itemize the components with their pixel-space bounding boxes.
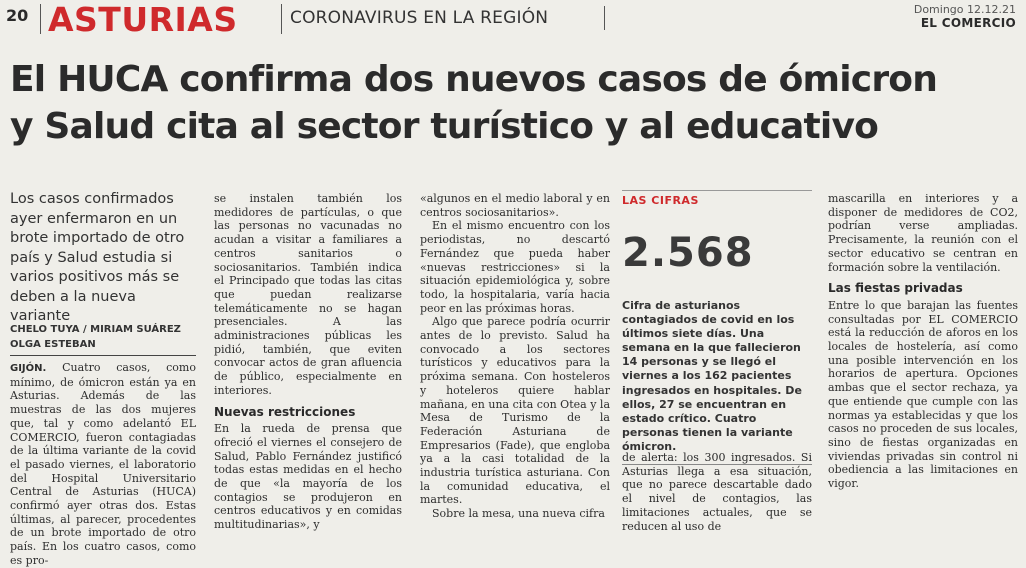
section-subtitle: Las fiestas privadas [828,281,963,296]
topic-label: CORONAVIRUS EN LA REGIÓN [290,8,549,28]
byline-authors: OLGA ESTEBAN [10,339,96,350]
article-column-3 [420,192,610,521]
headline-line: El HUCA confirma dos nuevos casos de ómicron [10,59,938,100]
facts-text: Cifra de asturianos contagiados de covid en los últimos siete días. Una semana en la que fallecieron 14 personas y se llegó el viernes a los 162 pacientes ingresados en hospitales. De ellos, 27 se encuentran en estado crítico. Cuatro personas tienen la variante ómicron. [622,299,802,453]
article-byline [10,322,200,352]
body-paragraph: En el mismo encuentro con los periodistas, no descartó Fernández que pueda haber «nuevas restricciones» si la situación epidemiológica y, sobre todo, la hospitalaria, varía hacia peor en las próximas horas. [420,219,610,315]
byline-authors: CHELO TUYA / MIRIAM SUÁREZ [10,324,181,335]
facts-label: LAS CIFRAS [622,194,699,207]
header-divider [40,4,41,34]
header-divider [604,6,605,30]
section-subtitle: Nuevas restricciones [214,404,356,419]
body-paragraph: de alerta: los 300 ingresados. Si Asturias llega a esa situación, que no parece descartable dado el nivel de contagios, las limitaciones actuales, que se reducen al uso de [622,451,812,533]
body-paragraph: «algunos en el medio laboral y en centros sociosanitarios». [420,192,610,219]
body-paragraph: Entre lo que barajan las fuentes consultadas por EL COMERCIO está la reducción de aforos en los locales de hostelería, así como una posible intervención en los horarios de apertura. Opciones ambas que el sector rechaza, ya que entiende que cumple con las normas ya establecidas y que los casos no proceden de sus locales, sino de fiestas organizadas en viviendas privadas sin control ni obediencia a las limitaciones en vigor. [828,298,1018,491]
body-paragraph: se instalen también los medidores de partículas, o que las personas no vacunadas no acudan a visitar a familiares a centros sanitarios o sociosanitarios. También indica el Principado que todas las citas que puedan realizarse telemáticamente no se hagan presenciales. A las administraciones públicas les pidió, también, que eviten convocar actos de gran afluencia de público, especialmente en interiores. [214,192,402,397]
article-headline [10,56,1010,150]
article-column-2 [214,192,402,532]
byline-rule [10,355,196,356]
article-subhead: Los casos confirmados ayer enfermaron en un brote importado de otro país y Salud estudia si varios positivos más se deben a la nueva variante [10,191,185,324]
body-paragraph [10,361,196,568]
facts-box [622,190,814,465]
body-paragraph: Algo que parece podría ocurrir antes de lo previsto. Salud ha convocado a los sectores turísticos y educativos para la próxima semana. Con hosteleros y hoteleros quiere hablar mañana, en una cita con Otea y la Mesa de Turismo de la Federación Asturiana de Empresarios (Fade), que engloba ya a la casi totalidad de la industria turística asturiana. Con la comunidad educativa, el martes. [420,315,610,507]
facts-rule [622,190,812,191]
body-paragraph: En la rueda de prensa que ofreció el viernes el consejero de Salud, Pablo Fernández justificó todas estas medidas en el hecho de que «la mayoría de los contagios se produjeron en centros educativos y en comidas multitudinarias», y [214,422,402,532]
header-divider [281,4,282,34]
body-paragraph: Sobre la mesa, una nueva cifra [432,507,605,521]
dateline-location: GIJÓN. [10,363,47,374]
section-title: ASTURIAS [48,0,238,39]
article-column-5 [828,192,1018,491]
newspaper-name: EL COMERCIO [920,16,1016,30]
headline-line: y Salud cita al sector turístico y al educativo [10,106,879,147]
article-column-4 [622,451,812,533]
issue-date: Domingo 12.12.21 [913,3,1016,16]
article-column-1 [10,361,196,568]
facts-number: 2.568 [622,230,754,276]
page-header [0,0,1026,42]
page-number: 20 [6,6,29,25]
body-paragraph: mascarilla en interiores y a disponer de medidores de CO2, podrían verse ampliadas. Precisamente, la reunión con el sector educativo se centran en formación sobre la ventilación. [828,192,1018,274]
body-text: Cuatro casos, como mínimo, de ómicron están ya en Asturias. Además de las muestras de las dos mujeres que, tal y como adelantó EL COMERCIO, fueron contagiadas de la última variante de la covid el pasado viernes, el laboratorio del Hospital Universitario Central de Asturias (HUCA) confirmó ayer otras dos. Estas últimas, al parecer, procedentes de un brote importado de otro país. En los cuatro casos, como es pro- [10,361,196,567]
